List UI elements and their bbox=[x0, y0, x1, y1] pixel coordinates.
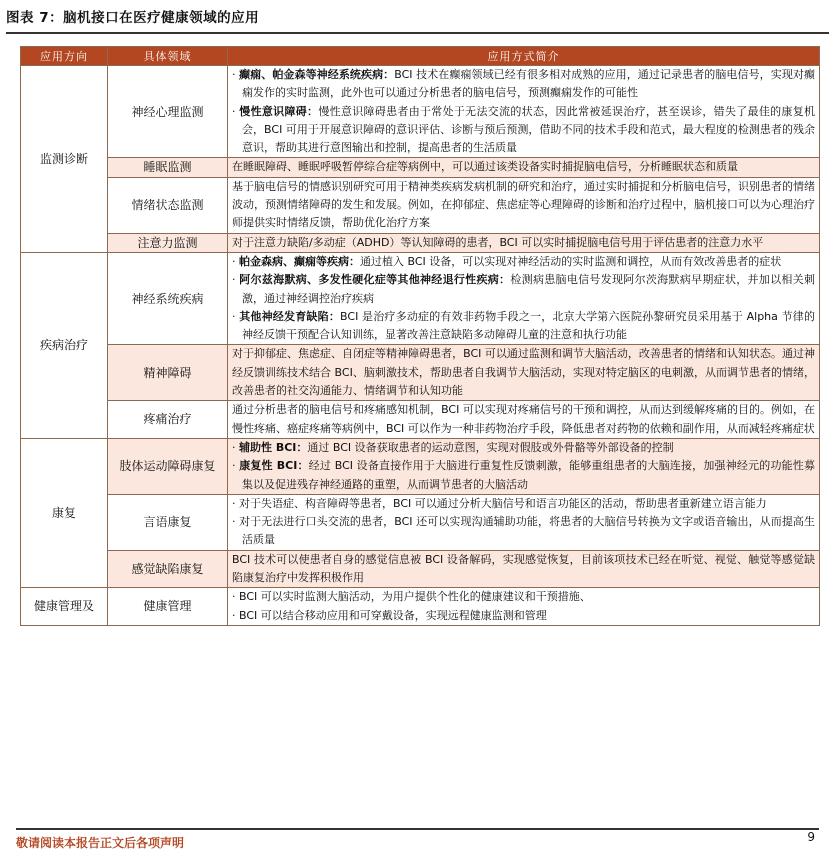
bullet-mark: · bbox=[232, 496, 236, 510]
description-item bbox=[232, 457, 815, 494]
specific-field-cell: 疼痛治疗 bbox=[108, 401, 228, 439]
description-cell bbox=[228, 494, 820, 550]
description-cell bbox=[228, 345, 820, 401]
description-item bbox=[232, 607, 815, 625]
table-row bbox=[21, 252, 820, 344]
description-item bbox=[232, 308, 815, 345]
item-text: BCI 技术可以使患者自身的感觉信息被 BCI 设备解码，实现感觉恢复，目前该项技术已经在听觉、视觉、触觉等感觉缺陷康复治疗中发挥积极作用 bbox=[232, 552, 815, 585]
description-cell bbox=[228, 252, 820, 344]
table-row bbox=[21, 588, 820, 626]
description-cell bbox=[228, 550, 820, 588]
description-item bbox=[232, 588, 815, 606]
description-item bbox=[232, 439, 815, 457]
specific-field-cell: 言语康复 bbox=[108, 494, 228, 550]
description-cell bbox=[228, 233, 820, 252]
item-heading: 癫痫、帕金森等神经系统疾病： bbox=[239, 68, 395, 81]
specific-field-cell: 情绪状态监测 bbox=[108, 177, 228, 233]
bullet-mark: · bbox=[232, 309, 236, 323]
table-header-row bbox=[21, 47, 820, 66]
item-text: 通过分析患者的脑电信号和疼痛感知机制，BCI 可以实现对疼痛信号的干预和调控，从而达到缓解疼痛的目的。例如，在慢性疼痛、癌症疼痛等病例中，BCI 可以作为一种非药物治疗手段，降低患者对药物的依赖和副作用，从而减轻疼痛症状 bbox=[232, 403, 815, 435]
description-item bbox=[232, 553, 815, 584]
description-cell bbox=[228, 401, 820, 439]
item-text: BCI 可以结合移动应用和可穿戴设备，实现远程健康监测和管理 bbox=[239, 608, 547, 622]
header-field: 具体领域 bbox=[108, 47, 228, 66]
item-text: BCI 可以实时监测大脑活动，为用户提供个性化的健康建议和干预措施、 bbox=[239, 590, 591, 604]
item-text: 通过 BCI 设备获取患者的运动意图，实现对假肢或外骨骼等外部设备的控制 bbox=[307, 440, 674, 454]
figure-title: 图表 7：脑机接口在医疗健康领域的应用 bbox=[6, 4, 829, 34]
description-item bbox=[232, 403, 815, 434]
bullet-mark: · bbox=[232, 590, 236, 604]
description-item bbox=[232, 236, 763, 249]
header-direction: 应用方向 bbox=[21, 47, 108, 66]
item-text: BCI 技术在癫痫领域已经有很多相对成熟的应用，通过记录患者的脑电信号，实现对癫痫发作的实时监测，此外也可以通过分析患者的脑电信号，预测癫痫发作的可能性 bbox=[242, 68, 816, 100]
item-text: 经过 BCI 设备直接作用于大脑进行重复性反馈刺激，能够重组患者的大脑连接，加强神经元的功能性募集以及促进残存神经通路的重塑，从而调节患者的大脑活动 bbox=[242, 459, 815, 491]
description-cell bbox=[228, 177, 820, 233]
table-row bbox=[21, 550, 820, 588]
application-direction-cell: 监测诊断 bbox=[21, 66, 108, 253]
item-text: 对于无法进行口头交流的患者，BCI 还可以实现沟通辅助功能，将患者的大脑信号转换为文字或语音输出，从而提高生活质量 bbox=[239, 515, 816, 547]
description-cell bbox=[228, 438, 820, 494]
application-direction-cell: 疾病治疗 bbox=[21, 252, 108, 438]
description-cell bbox=[228, 158, 820, 177]
description-cell bbox=[228, 588, 820, 626]
description-item bbox=[232, 253, 815, 271]
specific-field-cell: 睡眠监测 bbox=[108, 158, 228, 177]
bullet-mark: · bbox=[232, 459, 236, 473]
header-description: 应用方式简介 bbox=[228, 47, 820, 66]
table-row bbox=[21, 345, 820, 401]
table-row bbox=[21, 494, 820, 550]
item-text: 对于抑郁症、焦虑症、自闭症等精神障碍患者，BCI 可以通过监测和调节大脑活动，改善患者的情绪和认知状态。通过神经反馈训练技术结合 BCI、脑刺激技术，帮助患者自我调节大脑活动，实现对特定脑区的电刺激，从而调节患者的情绪，改善患者的社交沟通能力、情绪调节和认知功能 bbox=[232, 347, 815, 398]
item-heading: 康复性 BCI： bbox=[239, 459, 309, 473]
item-heading: 阿尔兹海默病、多发性硬化症等其他神经退行性疾病： bbox=[239, 273, 511, 287]
specific-field-cell: 感觉缺陷康复 bbox=[108, 550, 228, 588]
page-footer bbox=[16, 828, 819, 850]
specific-field-cell: 精神障碍 bbox=[108, 345, 228, 401]
table-row bbox=[21, 401, 820, 439]
item-text: BCI 是治疗多动症的有效非药物手段之一，北京大学第六医院孙黎研究员采用基于 Alpha 节律的神经反馈干预配合认知训练，显著改善注意缺陷多动障碍儿童的注意和执行功能 bbox=[242, 309, 815, 342]
table-row bbox=[21, 233, 820, 252]
footer-disclaimer: 敬请阅读本报告正文后各项声明 bbox=[16, 836, 185, 850]
item-text: 慢性意识障碍患者由于常处于无法交流的状态，因此常被延误治疗，甚至误诊，错失了最佳的康复机会，BCI 可用于开展意识障碍的意识评估、诊断与预后预测，借助不同的技术手段和范式，最大程度的检测患者的残余意识，帮助其进行意图输出和控制，提高患者的生活质量 bbox=[242, 104, 816, 155]
specific-field-cell: 健康管理 bbox=[108, 588, 228, 626]
table-row bbox=[21, 66, 820, 158]
table-row bbox=[21, 438, 820, 494]
specific-field-cell: 神经系统疾病 bbox=[108, 252, 228, 344]
bullet-mark: · bbox=[232, 68, 236, 81]
description-cell bbox=[228, 66, 820, 158]
table-row bbox=[21, 158, 820, 177]
specific-field-cell: 肢体运动障碍康复 bbox=[108, 438, 228, 494]
description-item bbox=[232, 66, 815, 103]
item-heading: 慢性意识障碍： bbox=[239, 104, 319, 118]
description-item bbox=[232, 103, 815, 158]
item-text: 通过植入 BCI 设备，可以实现对神经活动的实时监测和调控，从而有效改善患者的症状 bbox=[360, 254, 782, 268]
bullet-mark: · bbox=[232, 515, 236, 529]
page-number: 9 bbox=[807, 830, 815, 844]
item-heading: 帕金森病、癫痫等疾病： bbox=[239, 254, 360, 268]
bullet-mark: · bbox=[232, 104, 236, 118]
item-text: 对于失语症、构音障碍等患者，BCI 可以通过分析大脑信号和语言功能区的活动，帮助患者重新建立语言能力 bbox=[239, 496, 767, 510]
description-item bbox=[232, 180, 815, 230]
description-item bbox=[232, 495, 815, 513]
table-row bbox=[21, 177, 820, 233]
description-item bbox=[232, 347, 815, 397]
description-item bbox=[232, 271, 815, 308]
bci-application-table bbox=[20, 46, 820, 626]
bullet-mark: · bbox=[232, 273, 236, 287]
item-heading: 其他神经发育缺陷： bbox=[239, 309, 341, 323]
item-text: 检测病患脑电信号发现阿尔茨海默病早期症状，并加以相关刺激，通过神经调控治疗疾病 bbox=[242, 273, 816, 305]
application-direction-cell: 健康管理及 bbox=[21, 588, 108, 626]
item-text: 对于注意力缺陷/多动症（ADHD）等认知障碍的患者，BCI 可以实时捕捉脑电信号用于评估患者的注意力水平 bbox=[232, 235, 764, 249]
item-text: 基于脑电信号的情感识别研究可用于精神类疾病发病机制的研究和治疗，通过实时捕捉和分析脑电信号，识别患者的情绪波动，预测情绪障碍的发生和发展。例如，在抑郁症、焦虑症等心理障碍的诊断和治疗过程中，脑机接口可以为心理治疗师提供实时情绪反馈，帮助优化治疗方案 bbox=[232, 179, 815, 230]
description-item bbox=[232, 513, 815, 550]
application-direction-cell: 康复 bbox=[21, 438, 108, 587]
specific-field-cell: 神经心理监测 bbox=[108, 66, 228, 158]
bullet-mark: · bbox=[232, 254, 236, 268]
description-item bbox=[232, 160, 738, 173]
bullet-mark: · bbox=[232, 608, 236, 622]
item-heading: 辅助性 BCI： bbox=[239, 440, 308, 454]
item-text: 在睡眠障碍、睡眠呼吸暂停综合症等病例中，可以通过该类设备实时捕捉脑电信号，分析睡眠状态和质量 bbox=[232, 160, 738, 174]
specific-field-cell: 注意力监测 bbox=[108, 233, 228, 252]
bullet-mark: · bbox=[232, 440, 236, 454]
